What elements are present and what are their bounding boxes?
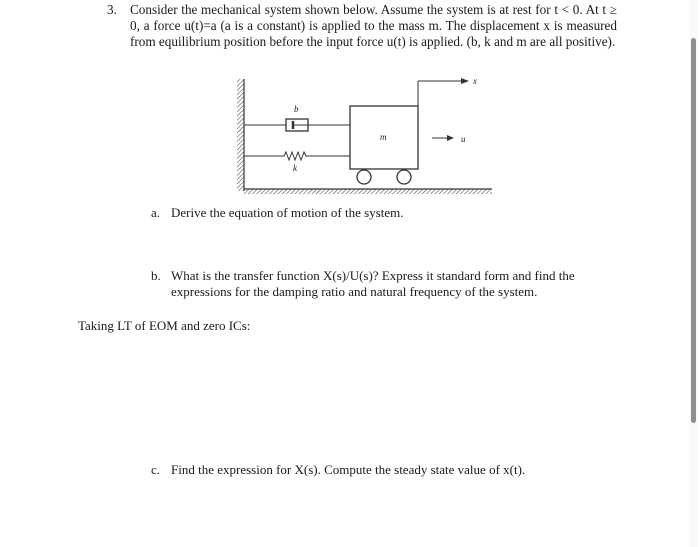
part-a-text: Derive the equation of motion of the system. bbox=[171, 205, 404, 220]
note-text: Taking LT of EOM and zero ICs: bbox=[78, 318, 251, 333]
damper-label: b bbox=[294, 104, 299, 114]
part-b bbox=[151, 268, 621, 300]
part-b-text: What is the transfer function X(s)/U(s)? Express it standard form and find the expressions for the damping ratio and natural frequency of the system. bbox=[171, 268, 575, 299]
problem-statement bbox=[107, 2, 617, 51]
displacement-label: x bbox=[473, 76, 477, 86]
scrollbar-thumb[interactable] bbox=[691, 38, 696, 423]
fixed-wall bbox=[237, 79, 244, 191]
mass-label: m bbox=[380, 132, 387, 142]
spring bbox=[244, 152, 350, 160]
ground bbox=[244, 189, 492, 194]
part-c-label: c. bbox=[151, 462, 161, 477]
spring-label: k bbox=[293, 163, 297, 173]
part-a bbox=[151, 205, 621, 221]
part-c bbox=[151, 462, 621, 478]
damper bbox=[244, 119, 350, 131]
part-b-label: b. bbox=[151, 268, 161, 283]
wheel-right bbox=[397, 170, 411, 184]
part-c-text: Find the expression for X(s). Compute the steady state value of x(t). bbox=[171, 462, 526, 477]
mechanical-system-diagram bbox=[233, 73, 495, 198]
part-a-label: a. bbox=[151, 205, 161, 220]
wheel-left bbox=[357, 170, 371, 184]
force-label: u bbox=[461, 134, 466, 144]
problem-text: Consider the mechanical system shown below. Assume the system is at rest for t < 0. At t ≥ 0, a force u(t)=a (a is a constant) is applied to the mass m. The displacement x is measured from equilibrium position before the input force u(t) is applied. (b, k and m are all positive). bbox=[130, 2, 617, 50]
problem-number: 3. bbox=[107, 2, 117, 17]
